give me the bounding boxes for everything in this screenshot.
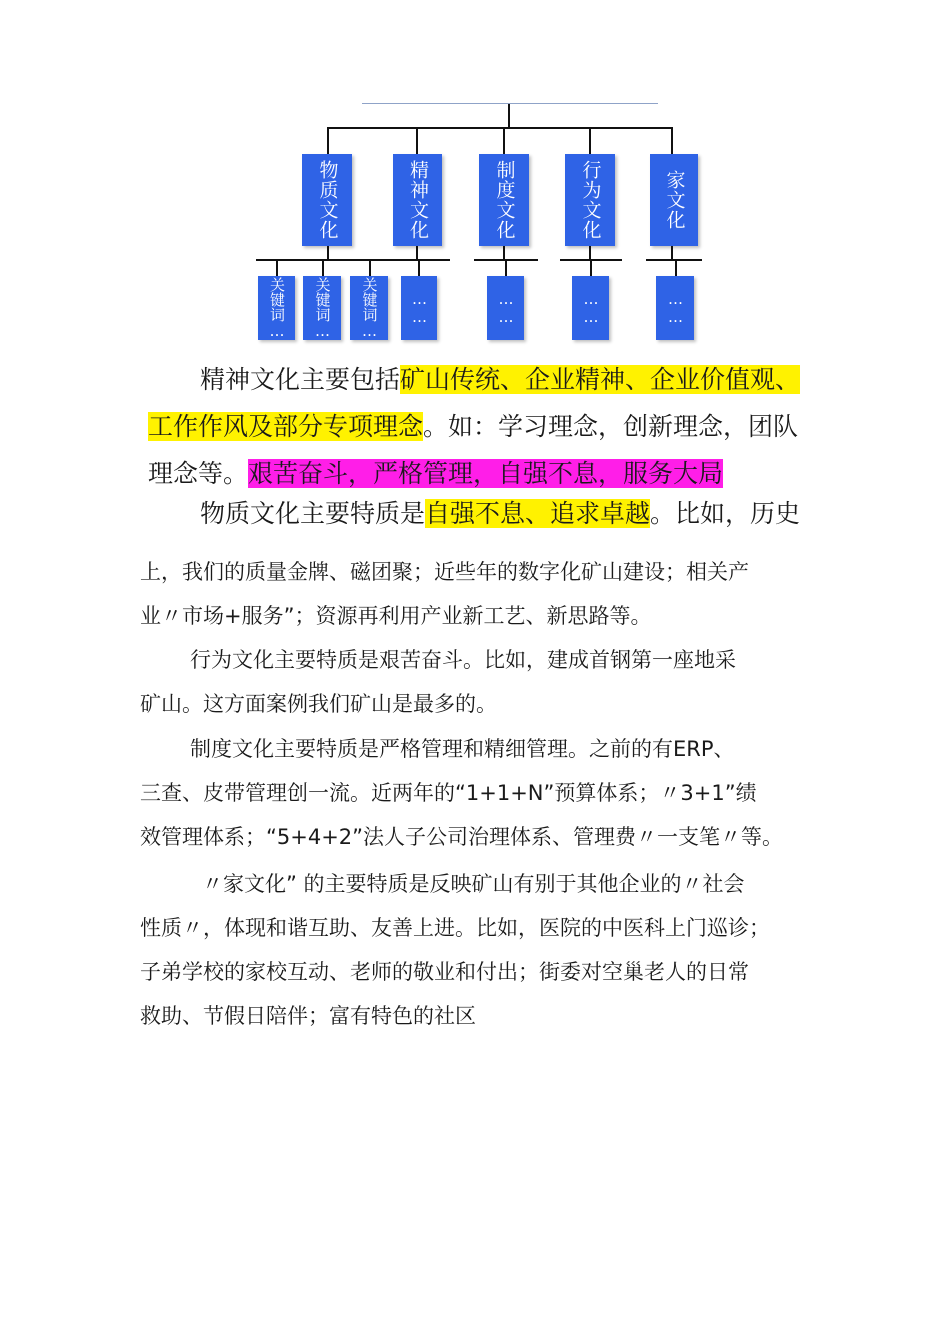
paragraph-behavior-culture [140,638,840,726]
paragraph-system-culture [140,727,840,859]
paragraph-line: 制度文化主要特质是严格管理和精细管理。之前的有ERP、 [190,737,735,761]
paragraph-home-culture [140,862,840,1038]
chart-top-rule [362,103,658,104]
connector [671,127,673,154]
connector [671,246,673,260]
text-run: 。比如，历史 [650,499,801,528]
connector [327,127,329,154]
sub-box-ellipsis-2 [487,276,524,340]
sub-box-label: …… [666,290,685,326]
sub-box-keyword-3 [350,276,388,340]
sub-box-label: …… [582,290,600,326]
sub-box-label: …… [497,290,515,326]
paragraph-material-culture-rest [140,550,840,638]
box-label: 家文化 [663,170,686,230]
connector [589,246,591,260]
paragraph-line: 〃家文化” 的主要特质是反映矿山有别于其他企业的〃社会 [202,872,745,896]
connector [327,246,329,260]
text-run: 物质文化主要特质是 [200,499,426,528]
box-label: 制度文化 [493,160,516,240]
text-run: 理念等。 [148,459,249,488]
connector [418,260,420,276]
connector [416,127,418,154]
paragraph-line: 三查、皮带管理创一流。近两年的“1+1+N”预算体系；〃3+1”绩 [140,781,757,805]
paragraph-line: 性质〃，体现和谐互助、友善上进。比如，医院的中医科上门巡诊； [140,916,770,940]
sub-box-ellipsis-4 [656,276,694,340]
connector [322,260,324,276]
sub-box-ellipsis-1 [401,276,437,340]
paragraph-line: 效管理体系；“5+4+2”法人子公司治理体系、管理费〃一支笔〃等。 [140,825,784,849]
highlight-yellow: 矿山传统、企业精神、企业价值观、 [400,365,801,394]
paragraph-line: 上，我们的质量金牌、磁团聚；近些年的数字化矿山建设；相关产 [140,560,749,584]
sub-box-label: 关键词… [313,276,332,340]
paragraph-line: 行为文化主要特质是艰苦奋斗。比如，建成首钢第一座地采 [190,648,736,672]
text-run: 。如：学习理念，创新理念，团队 [423,412,799,441]
box-material-culture [302,154,352,246]
chart-trunk-line [508,104,510,128]
paragraph-spirit-culture [148,356,840,497]
highlight-yellow: 工作作风及部分专项理念 [148,412,424,441]
box-system-culture [479,154,529,246]
connector [503,127,505,154]
sub-box-label: 关键词… [360,276,379,340]
connector [646,259,702,261]
connector [589,127,591,154]
paragraph-line: 子弟学校的家校互动、老师的敬业和付出；街委对空巢老人的日常 [140,960,749,984]
paragraph-line [148,490,840,537]
paragraph-line [148,356,840,403]
paragraph-line: 救助、节假日陪伴；富有特色的社区 [140,1004,476,1028]
connector [384,259,450,261]
connector [590,260,592,276]
connector [503,246,505,260]
paragraph-material-culture-first [148,490,840,537]
sub-box-label: 关键词… [268,276,286,340]
paragraph-line: 业〃市场+服务”；资源再利用产业新工艺、新思路等。 [140,604,652,628]
sub-box-keyword-1 [258,276,295,340]
connector [369,260,371,276]
text-run: 精神文化主要包括 [200,365,401,394]
sub-box-ellipsis-3 [572,276,609,340]
box-label: 精神文化 [407,160,429,240]
highlight-magenta: 艰苦奋斗，严格管理，自强不息，服务大局 [248,459,724,488]
sub-box-keyword-2 [303,276,341,340]
connector [276,260,278,276]
box-label: 物质文化 [316,160,339,240]
chart-branch-line [327,127,672,129]
box-spirit-culture [393,154,442,246]
box-home-culture [650,154,698,246]
box-label: 行为文化 [579,160,602,240]
paragraph-line [148,403,840,450]
box-behavior-culture [565,154,615,246]
connector [675,260,677,276]
connector [505,260,507,276]
paragraph-line: 矿山。这方面案例我们矿山是最多的。 [140,692,497,716]
connector [416,246,418,260]
highlight-yellow: 自强不息、追求卓越 [425,499,651,528]
sub-box-label: …… [410,290,429,326]
